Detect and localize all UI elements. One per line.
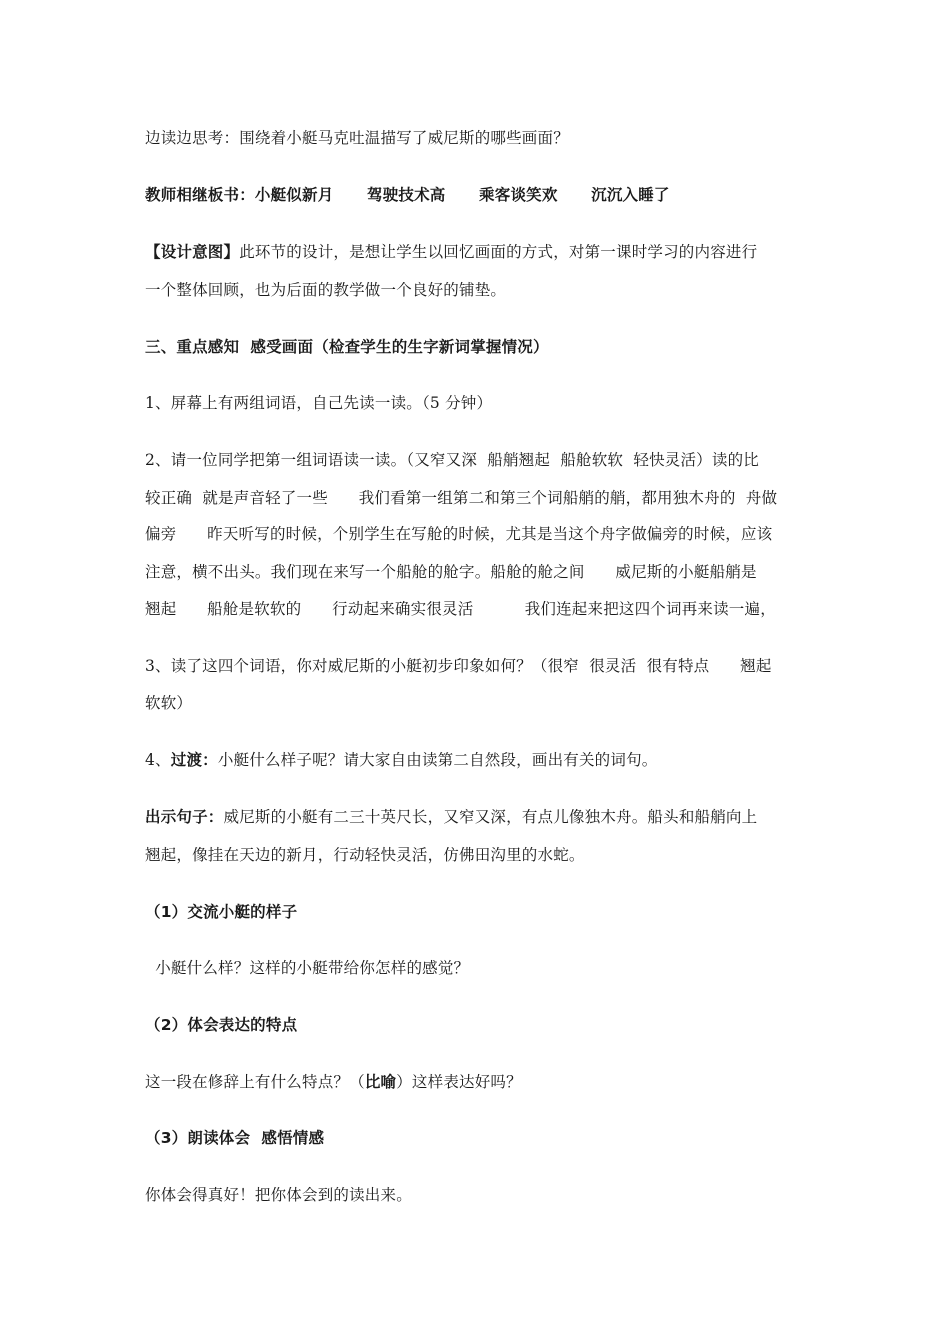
item-4-transition-label: 过渡： xyxy=(170,751,218,769)
show-sentence-line-1 xyxy=(145,807,825,827)
subheading-3-text: 你体会得真好！把你体会到的读出来。 xyxy=(145,1186,412,1204)
item-2-line-2: 较正确 就是声音轻了一些 我们看第一组第二和第三个词船艄的艄，都用独木舟的 舟做 xyxy=(145,489,778,507)
rhetoric-answer: 比喻 xyxy=(364,1073,397,1091)
section-three-heading: 三、重点感知 感受画面（检查学生的生字新词掌握情况） xyxy=(145,338,549,356)
subheading-2: （2）体会表达的特点 xyxy=(145,1016,298,1034)
item-1: 1、屏幕上有两组词语，自己先读一读。（5 分钟） xyxy=(145,394,493,412)
design-intent-text: 此环节的设计，是想让学生以回忆画面的方式，对第一课时学习的内容进行 xyxy=(239,243,758,261)
subheading-1: （1）交流小艇的样子 xyxy=(145,903,298,921)
reading-question: 边读边思考：围绕着小艇马克吐温描写了威尼斯的哪些画面？ xyxy=(145,129,569,147)
item-3-line-1: 3、读了这四个词语，你对威尼斯的小艇初步印象如何？（很窄 很灵活 很有特点 翘起 xyxy=(145,657,772,675)
subheading-3: （3）朗读体会 感悟情感 xyxy=(145,1129,325,1147)
show-sentence-text: 威尼斯的小艇有二三十英尺长，又窄又深，有点儿像独木舟。船头和船艄向上 xyxy=(223,808,758,826)
item-2-line-5: 翘起 船舱是软软的 行动起来确实很灵活 我们连起来把这四个词再来读一遍， xyxy=(145,600,776,618)
item-2-line-3: 偏旁 昨天听写的时候，个别学生在写舱的时候，尤其是当这个舟字做偏旁的时候，应该 xyxy=(145,525,773,543)
item-4-text: 小艇什么样子呢？请大家自由读第二自然段，画出有关的词句。 xyxy=(217,751,658,769)
show-sentence-line-2: 翘起，像挂在天边的新月，行动轻快灵活，仿佛田沟里的水蛇。 xyxy=(145,846,585,864)
item-4 xyxy=(145,750,825,770)
design-intent-line-1 xyxy=(145,242,825,262)
item-4-number: 4、 xyxy=(145,751,171,769)
subheading-2-text xyxy=(145,1072,825,1092)
teacher-board-notes: 教师相继板书：小艇似新月 驾驶技术高 乘客谈笑欢 沉沉入睡了 xyxy=(145,186,670,204)
item-2-line-1: 2、请一位同学把第一组词语读一读。（又窄又深 船艄翘起 船舱软软 轻快灵活）读的比 xyxy=(145,451,759,469)
rhetoric-question-post: ）这样表达好吗？ xyxy=(396,1073,522,1091)
design-intent-label: 【设计意图】 xyxy=(145,243,240,261)
show-sentence-label: 出示句子： xyxy=(145,808,224,826)
item-2-line-4: 注意，横不出头。我们现在来写一个船舱的舱字。船舱的舱之间 威尼斯的小艇船艄是 xyxy=(145,563,757,581)
design-intent-line-2: 一个整体回顾，也为后面的教学做一个良好的铺垫。 xyxy=(145,281,507,299)
rhetoric-question-pre: 这一段在修辞上有什么特点？（ xyxy=(145,1073,365,1091)
subheading-1-text: 小艇什么样？这样的小艇带给你怎样的感觉？ xyxy=(145,959,470,977)
item-3-line-2: 软软） xyxy=(145,694,193,712)
